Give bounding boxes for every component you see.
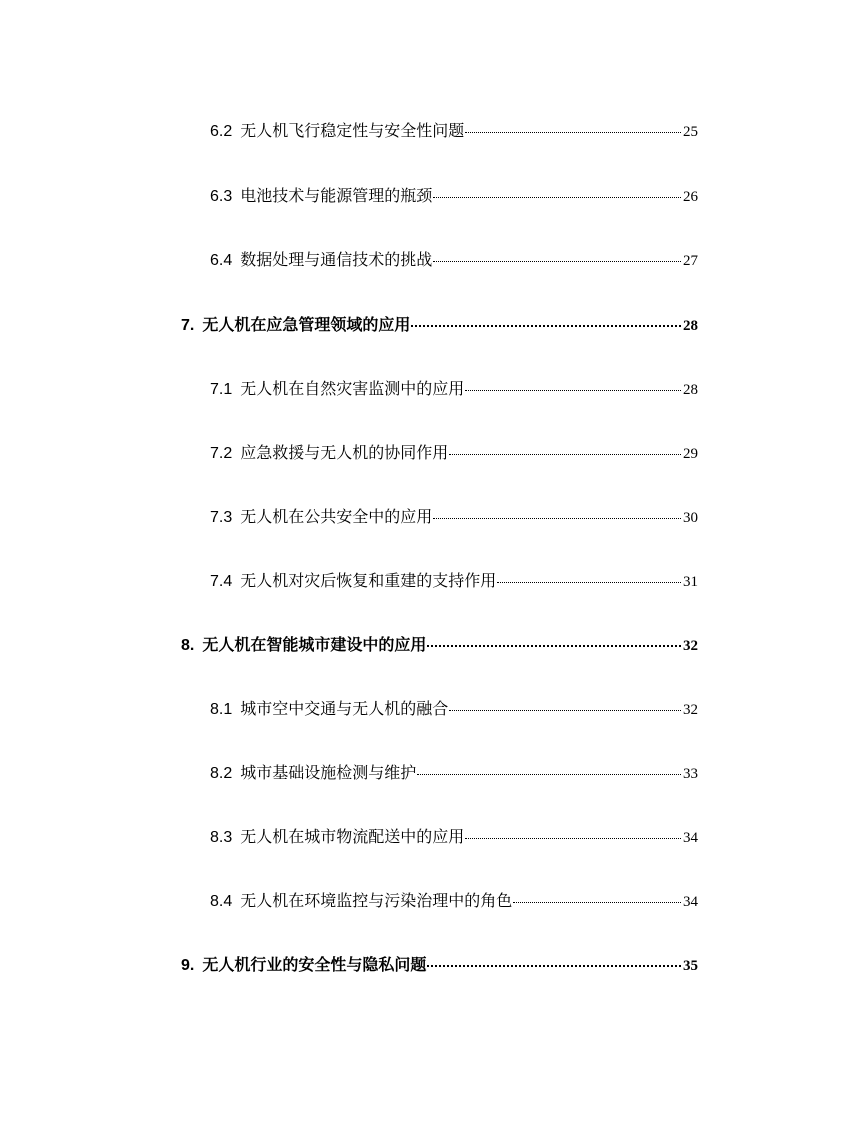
toc-entry-page: 29 xyxy=(683,446,698,462)
toc-entry-7-1[interactable] xyxy=(210,376,698,399)
toc-dot-leader xyxy=(449,710,681,711)
toc-entry-page: 32 xyxy=(683,702,698,718)
toc-entry-page: 35 xyxy=(683,958,698,974)
toc-entry-page: 33 xyxy=(683,766,698,782)
toc-entry-7-4[interactable] xyxy=(210,568,698,591)
toc-dot-leader xyxy=(411,325,681,327)
toc-entry-7-2[interactable] xyxy=(210,440,698,463)
toc-dot-leader xyxy=(465,390,681,391)
toc-entry-page: 31 xyxy=(683,574,698,590)
toc-entry-title: 无人机在环境监控与污染治理中的角色 xyxy=(240,891,513,910)
toc-entry-7[interactable] xyxy=(181,312,698,335)
toc-dot-leader xyxy=(433,518,681,519)
toc-dot-leader xyxy=(417,774,681,775)
toc-entry-9[interactable] xyxy=(181,952,698,975)
toc-entry-8-1[interactable] xyxy=(210,696,698,719)
toc-entry-page: 32 xyxy=(683,638,698,654)
toc-dot-leader xyxy=(427,965,681,967)
toc-entry-6-2[interactable] xyxy=(210,118,698,141)
toc-dot-leader xyxy=(513,902,681,903)
toc-dot-leader xyxy=(427,645,681,647)
toc-dot-leader xyxy=(465,132,681,133)
toc-entry-page: 28 xyxy=(683,382,698,398)
toc-entry-8-3[interactable] xyxy=(210,824,698,847)
toc-entry-page: 34 xyxy=(683,830,698,846)
toc-entry-number: 8.2 xyxy=(210,765,233,782)
toc-entry-title: 电池技术与能源管理的瓶颈 xyxy=(240,186,433,205)
toc-entry-6-4[interactable] xyxy=(210,247,698,270)
toc-dot-leader xyxy=(433,261,681,262)
toc-dot-leader xyxy=(433,197,681,198)
toc-entry-number: 7.3 xyxy=(210,509,233,526)
toc-entry-title: 城市空中交通与无人机的融合 xyxy=(240,699,449,718)
toc-dot-leader xyxy=(449,454,681,455)
toc-entry-number: 7.2 xyxy=(210,445,233,462)
toc-entry-number: 6.2 xyxy=(210,123,233,140)
toc-entry-8-2[interactable] xyxy=(210,760,698,783)
toc-entry-title: 无人机飞行稳定性与安全性问题 xyxy=(240,121,465,140)
toc-entry-page: 27 xyxy=(683,253,698,269)
toc-entry-page: 25 xyxy=(683,124,698,140)
toc-entry-title: 无人机行业的安全性与隐私问题 xyxy=(202,955,427,974)
toc-entry-number: 8.3 xyxy=(210,829,233,846)
toc-entry-title: 应急救援与无人机的协同作用 xyxy=(240,443,449,462)
toc-entry-title: 无人机在公共安全中的应用 xyxy=(240,507,433,526)
toc-entry-title: 无人机在城市物流配送中的应用 xyxy=(240,827,465,846)
toc-entry-8-4[interactable] xyxy=(210,888,698,911)
toc-entry-7-3[interactable] xyxy=(210,504,698,527)
toc-entry-number: 6.4 xyxy=(210,252,233,269)
toc-entry-number: 6.3 xyxy=(210,188,233,205)
toc-entry-title: 无人机在应急管理领域的应用 xyxy=(202,315,411,334)
toc-entry-8[interactable] xyxy=(181,632,698,655)
toc-dot-leader xyxy=(497,582,681,583)
toc-entry-page: 30 xyxy=(683,510,698,526)
toc-entry-number: 8. xyxy=(181,637,195,654)
toc-entry-number: 7. xyxy=(181,317,195,334)
toc-entry-page: 34 xyxy=(683,894,698,910)
toc-entry-title: 无人机在自然灾害监测中的应用 xyxy=(240,379,465,398)
toc-entry-title: 无人机在智能城市建设中的应用 xyxy=(202,635,427,654)
toc-entry-number: 8.4 xyxy=(210,893,233,910)
toc-entry-number: 7.1 xyxy=(210,381,233,398)
toc-entry-page: 26 xyxy=(683,189,698,205)
toc-entry-number: 8.1 xyxy=(210,701,233,718)
toc-entry-title: 数据处理与通信技术的挑战 xyxy=(240,250,433,269)
toc-entry-number: 9. xyxy=(181,957,195,974)
toc-entry-page: 28 xyxy=(683,318,698,334)
toc-entry-number: 7.4 xyxy=(210,573,233,590)
toc-entry-title: 城市基础设施检测与维护 xyxy=(240,763,417,782)
toc-entry-6-3[interactable] xyxy=(210,183,698,206)
toc-entry-title: 无人机对灾后恢复和重建的支持作用 xyxy=(240,571,497,590)
toc-dot-leader xyxy=(465,838,681,839)
